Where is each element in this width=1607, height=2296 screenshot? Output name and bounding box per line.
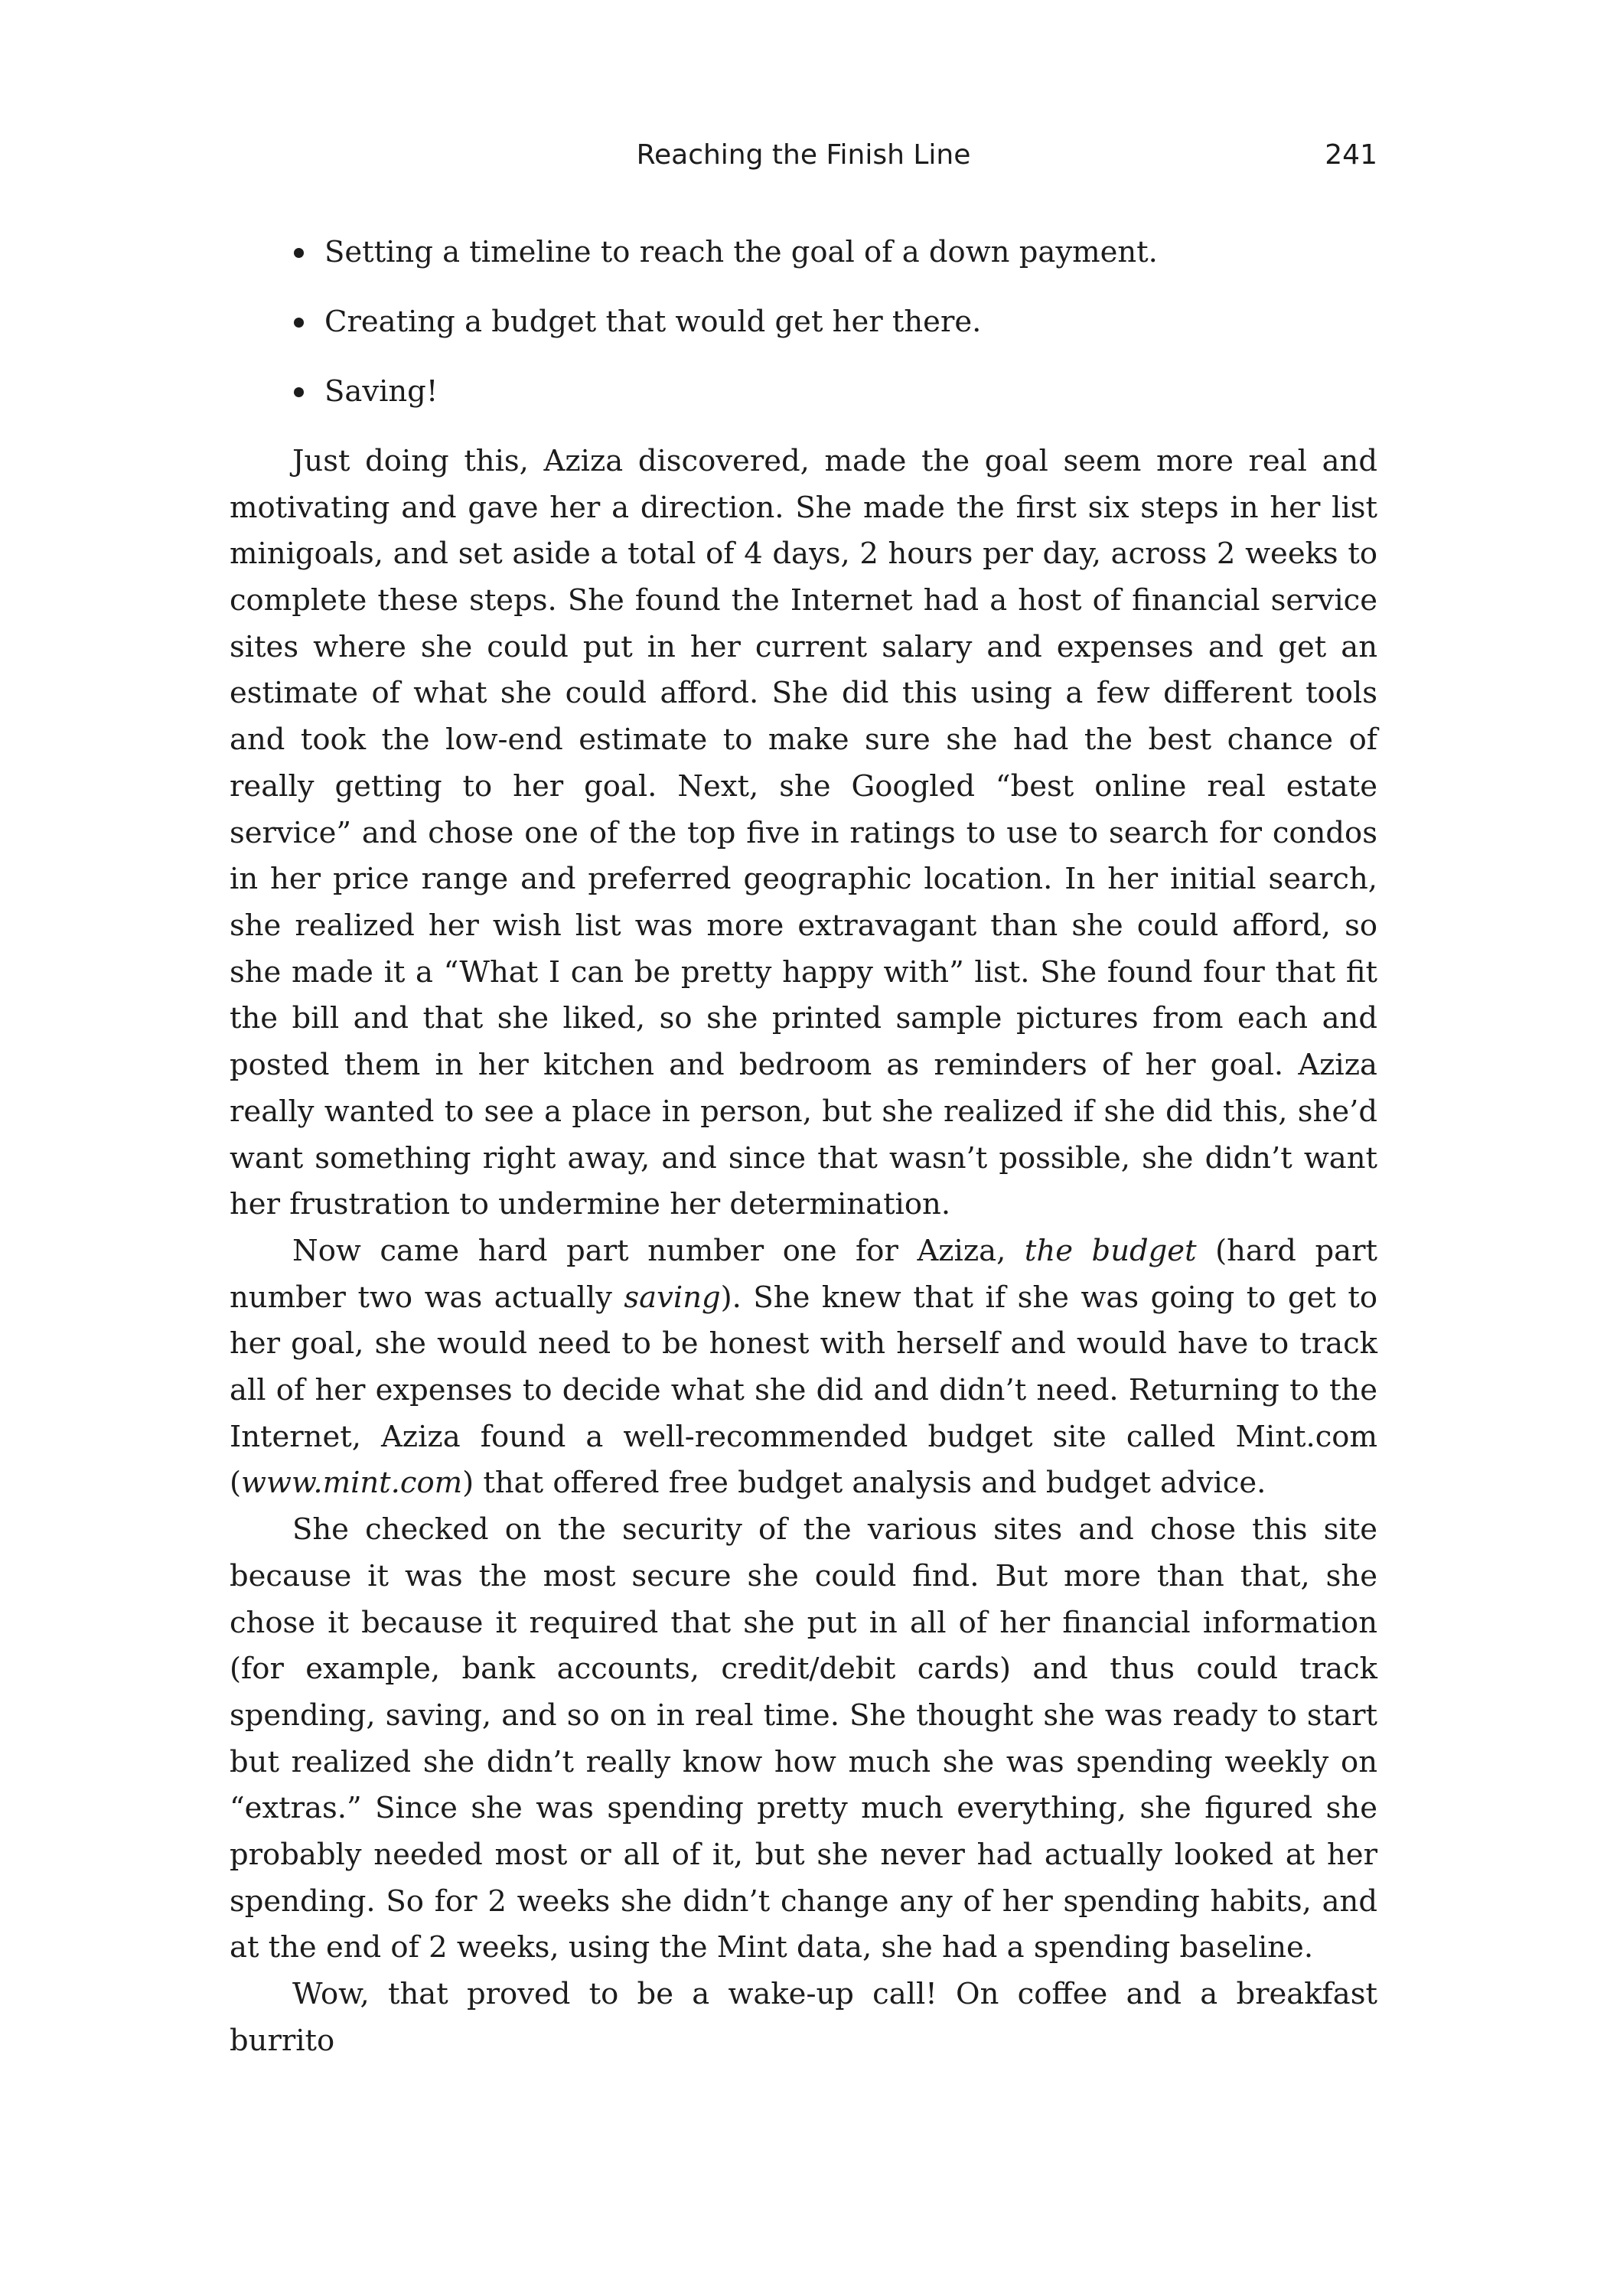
list-item-text: Setting a timeline to reach the goal of a down payment. <box>324 235 1158 269</box>
running-title: Reaching the Finish Line <box>636 139 971 171</box>
paragraph-text: (hard part number two was actually <box>230 1233 1377 1315</box>
paragraph-text: Now came hard part number one for Aziza, <box>292 1233 1025 1268</box>
paragraph <box>230 1228 1377 1507</box>
paragraph-text: ). She knew that if she was going to get to her goal, she would need to be honest with herself and would have to track all of her expenses to decide what she did and didn’t need. Returning to the Internet, Aziza found a well-recommended budget site called Mint.com ( <box>230 1280 1377 1501</box>
paragraph-text: ) that offered free budget analysis and budget advice. <box>462 1466 1266 1501</box>
list-item <box>230 230 1377 276</box>
emphasis-text: saving <box>624 1280 721 1315</box>
page-body <box>230 230 1377 2065</box>
emphasis-text: the budget <box>1024 1233 1197 1268</box>
list-item <box>230 299 1377 346</box>
bullet-icon <box>294 387 304 397</box>
paragraph: She checked on the security of the various sites and chose this site because it was the most secure she could find. But more than that, she chose it because it required that she put in all of her financial information (for example, bank accounts, credit/debit cards) and thus could track spending, saving, and so on in real time. She thought she was ready to start but realized she didn’t really know how much she was spending weekly on “extras.” Since she was spending pretty much everything, she figured she probably needed most or all of it, but she never had actually looked at her spending. So for 2 weeks she didn’t change any of her spending habits, and at the end of 2 weeks, using the Mint data, she had a spending baseline. <box>230 1512 1377 1965</box>
list-item-text: Creating a budget that would get her there. <box>324 304 982 339</box>
paragraph: Wow, that proved to be a wake-up call! On coffee and a breakfast burrito <box>230 1977 1377 2058</box>
bullet-list <box>230 230 1377 416</box>
running-header <box>230 136 1377 174</box>
list-item-text: Saving! <box>324 373 438 409</box>
bullet-icon <box>294 248 304 258</box>
paragraph: Just doing this, Aziza discovered, made the goal seem more real and motivating and gave her a direction. She made the first six steps in her list minigoals, and set aside a total of 4 days, 2 hours per day, across 2 weeks to complete these steps. She found the Internet had a host of financial service sites where she could put in her current salary and expenses and get an estimate of what she could afford. She did this using a few different tools and took the low-end estimate to make sure she had the best chance of really getting to her goal. Next, she Googled “best online real estate service” and chose one of the top five in ratings to use to search for condos in her price range and preferred geographic location. In her initial search, she realized her wish list was more extravagant than she could afford, so she made it a “What I can be pretty happy with” list. She found four that fit the bill and that she liked, so she printed sample pictures from each and posted them in her kitchen and bedroom as reminders of her goal. Aziza really wanted to see a place in person, but she realized if she did this, she’d want something right away, and since that wasn’t possible, she didn’t want her frustration to undermine her determination. <box>230 443 1377 1222</box>
paragraphs <box>230 439 1377 2065</box>
page-number: 241 <box>1325 139 1377 171</box>
list-item <box>230 369 1377 416</box>
bullet-icon <box>294 318 304 328</box>
url-text: www.mint.com <box>241 1466 463 1501</box>
